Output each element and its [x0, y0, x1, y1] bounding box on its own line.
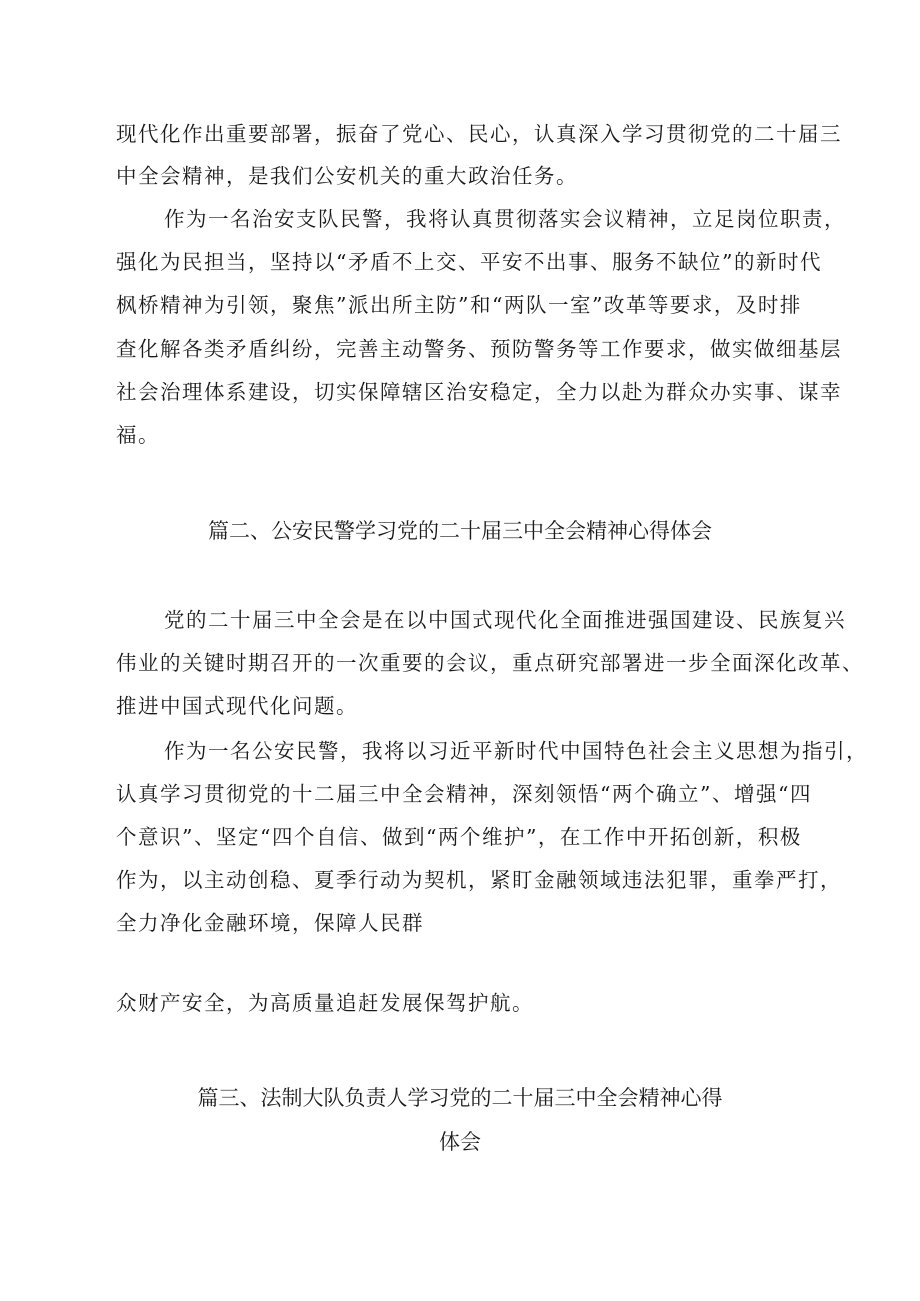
text-line: 现代化作出重要部署，振奋了党心、民心，认真深入学习贯彻党的二十届三 — [116, 122, 842, 146]
text-line: 社会治理体系建设，切实保障辖区治安稳定，全力以赴为群众办实事、谋幸 — [116, 380, 842, 404]
text-line: 强化为民担当，坚持以“矛盾不上交、平安不出事、服务不缺位”的新时代 — [116, 250, 822, 274]
text-line: 作为一名治安支队民警，我将认真贯彻落实会议精神，立足岗位职责， — [164, 207, 846, 231]
text-line: 伟业的关键时期召开的一次重要的会议，重点研究部署进一步全面深化改革、 — [116, 651, 864, 675]
text-line: 作为一名公安民警，我将以习近平新时代中国特色社会主义思想为指引， — [164, 739, 868, 763]
section2-heading: 篇二、公安民警学习党的二十届三中全会精神心得体会 — [208, 519, 712, 543]
text-line: 推进中国式现代化问题。 — [116, 694, 358, 718]
text-line: 作为，以主动创稳、夏季行动为契机，紧盯金融领域违法犯罪，重拳严打， — [116, 868, 842, 892]
section3-heading-line1: 篇三、法制大队负责人学习党的二十届三中全会精神心得 — [197, 1086, 723, 1110]
section3-heading-line2: 体会 — [439, 1130, 481, 1154]
text-line: 枫桥精神为引领，聚焦”派出所主防”和“两队一室”改革等要求，及时排 — [116, 293, 802, 317]
text-line: 个意识”、坚定“四个自信、做到“两个维护”，在工作中开拓创新，积极 — [116, 825, 802, 849]
text-line: 认真学习贯彻党的十二届三中全会精神，深刻领悟“两个确立”、增强“四 — [116, 782, 812, 806]
text-line: 福。 — [116, 423, 160, 447]
section2-paragraph3: 众财产安全，为高质量追赶发展保驾护航。 — [116, 991, 534, 1015]
text-line: 查化解各类矛盾纠纷，完善主动警务、预防警务等工作要求，做实做细基层 — [116, 337, 842, 361]
text-line: 全力净化金融环境，保障人民群 — [116, 911, 424, 935]
text-line: 党的二十届三中全会是在以中国式现代化全面推进强国建设、民族复兴 — [164, 608, 846, 632]
text-line: 中全会精神，是我们公安机关的重大政治任务。 — [116, 164, 578, 188]
